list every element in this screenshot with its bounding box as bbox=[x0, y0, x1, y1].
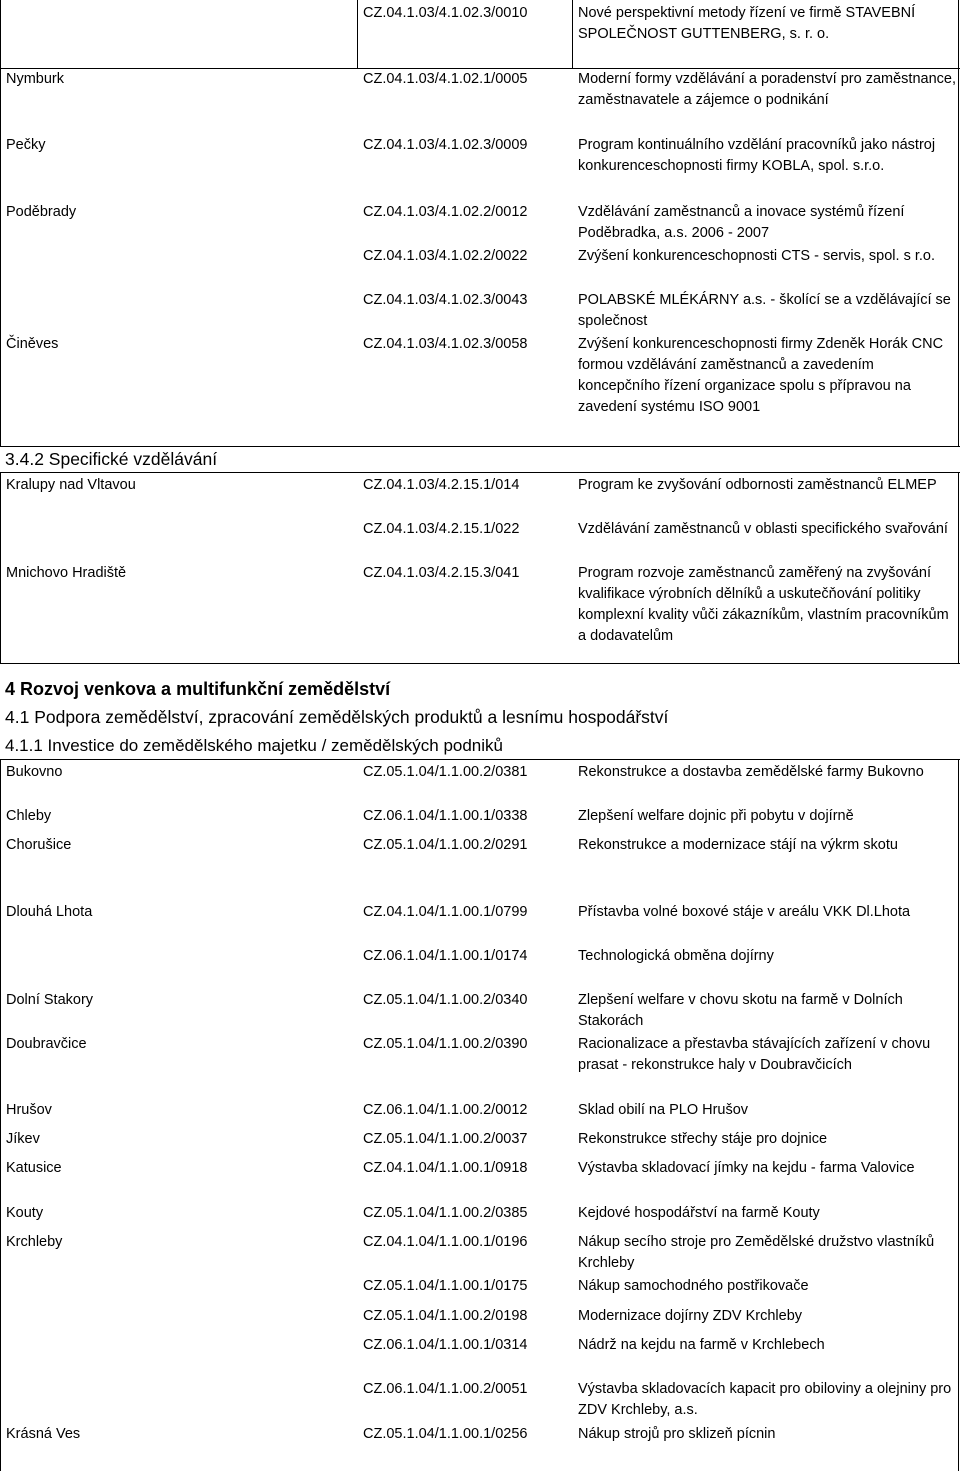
title-cell: Zlepšení welfare v chovu skotu na farmě v Dolních Stakorách bbox=[578, 992, 903, 1029]
code-cell: CZ.04.1.03/4.2.15.1/014 bbox=[363, 477, 520, 493]
code-cell: CZ.04.1.03/4.1.02.3/0058 bbox=[363, 336, 528, 352]
title-cell: Program rozvoje zaměstnanců zaměřený na zvyšování kvalifikace výrobních dělníků a uskutečňování politiky komplexní kvality vůči zákazníkům, vlastním pracovníkům a dodavatelům bbox=[578, 565, 949, 644]
title-cell: Modernizace dojírny ZDV Krchleby bbox=[578, 1308, 803, 1324]
title-cell: Vzdělávání zaměstnanců v oblasti specifického svařování bbox=[578, 521, 948, 537]
place-cell: Poděbrady bbox=[6, 204, 77, 220]
section-heading-4-1: 4.1 Podpora zemědělství, zpracování zemědělských produktů a lesnímu hospodářství bbox=[5, 707, 669, 727]
place-cell: Činěves bbox=[6, 336, 59, 352]
title-cell: Výstavba skladovací jímky na kejdu - farma Valovice bbox=[578, 1160, 915, 1176]
code-cell: CZ.04.1.03/4.2.15.1/022 bbox=[363, 521, 520, 537]
title-cell: Nákup strojů pro sklizeň pícnin bbox=[578, 1426, 776, 1442]
place-cell: Katusice bbox=[6, 1160, 62, 1176]
place-cell: Pečky bbox=[6, 137, 46, 153]
table-training-programs bbox=[0, 0, 960, 447]
title-cell: Sklad obilí na PLO Hrušov bbox=[578, 1102, 749, 1118]
title-cell: Nákup samochodného postřikovače bbox=[578, 1278, 809, 1294]
code-cell: CZ.04.1.03/4.1.02.3/0010 bbox=[363, 5, 528, 21]
place-cell: Bukovno bbox=[6, 764, 63, 780]
code-cell: CZ.05.1.04/1.1.00.2/0390 bbox=[363, 1036, 528, 1052]
code-cell: CZ.05.1.04/1.1.00.2/0381 bbox=[363, 764, 528, 780]
title-cell: Nové perspektivní metody řízení ve firmě STAVEBNÍ SPOLEČNOST GUTTENBERG, s. r. o. bbox=[578, 5, 916, 42]
place-cell: Doubravčice bbox=[6, 1036, 87, 1052]
code-cell: CZ.04.1.03/4.1.02.2/0012 bbox=[363, 204, 528, 220]
title-cell: Nákup secího stroje pro Zemědělské družstvo vlastníků Krchleby bbox=[578, 1234, 935, 1271]
title-cell: Výstavba skladovacích kapacit pro obiloviny a olejniny pro ZDV Krchleby, a.s. bbox=[578, 1381, 952, 1418]
title-cell: Kejdové hospodářství na farmě Kouty bbox=[578, 1205, 820, 1221]
table-agricultural-investments bbox=[0, 759, 960, 1471]
code-cell: CZ.04.1.03/4.1.02.1/0005 bbox=[363, 71, 528, 87]
code-cell: CZ.05.1.04/1.1.00.2/0291 bbox=[363, 837, 528, 853]
section-heading-4: 4 Rozvoj venkova a multifunkční zemědělství bbox=[5, 679, 391, 699]
place-cell: Jíkev bbox=[6, 1131, 40, 1147]
title-cell: Přístavba volné boxové stáje v areálu VKK Dl.Lhota bbox=[578, 904, 911, 920]
title-cell: Nádrž na kejdu na farmě v Krchlebech bbox=[578, 1337, 825, 1353]
code-cell: CZ.06.1.04/1.1.00.1/0314 bbox=[363, 1337, 528, 1353]
place-cell: Hrušov bbox=[6, 1102, 52, 1118]
place-cell: Chleby bbox=[6, 808, 52, 824]
code-cell: CZ.06.1.04/1.1.00.2/0051 bbox=[363, 1381, 528, 1397]
code-cell: CZ.05.1.04/1.1.00.1/0175 bbox=[363, 1278, 528, 1294]
place-cell: Krchleby bbox=[6, 1234, 63, 1250]
place-cell: Kouty bbox=[6, 1205, 44, 1221]
code-cell: CZ.04.1.03/4.1.02.2/0022 bbox=[363, 248, 528, 264]
code-cell: CZ.05.1.04/1.1.00.1/0256 bbox=[363, 1426, 528, 1442]
title-cell: Rekonstrukce střechy stáje pro dojnice bbox=[578, 1131, 828, 1147]
code-cell: CZ.06.1.04/1.1.00.1/0338 bbox=[363, 808, 528, 824]
title-cell: POLABSKÉ MLÉKÁRNY a.s. - školící se a vzdělávající se společnost bbox=[578, 292, 951, 329]
place-cell: Nymburk bbox=[6, 71, 65, 87]
code-cell: CZ.04.1.04/1.1.00.1/0918 bbox=[363, 1160, 528, 1176]
title-cell: Rekonstrukce a dostavba zemědělské farmy Bukovno bbox=[578, 764, 924, 780]
title-cell: Rekonstrukce a modernizace stájí na výkrm skotu bbox=[578, 837, 898, 853]
table-specific-training bbox=[0, 472, 960, 664]
place-cell: Chorušice bbox=[6, 837, 72, 853]
section-heading-3-4-2: 3.4.2 Specifické vzdělávání bbox=[5, 449, 218, 469]
place-cell: Krásná Ves bbox=[6, 1426, 81, 1442]
code-cell: CZ.05.1.04/1.1.00.2/0198 bbox=[363, 1308, 528, 1324]
title-cell: Zvýšení konkurenceschopnosti firmy Zdeněk Horák CNC formou vzdělávání zaměstnanců a zavedením koncepčního řízení organizace spolu s přípravou na zavedení systému ISO 9001 bbox=[578, 336, 944, 415]
code-cell: CZ.05.1.04/1.1.00.2/0385 bbox=[363, 1205, 528, 1221]
place-cell: Dolní Stakory bbox=[6, 992, 94, 1008]
title-cell: Technologická obměna dojírny bbox=[578, 948, 774, 964]
code-cell: CZ.04.1.04/1.1.00.1/0196 bbox=[363, 1234, 528, 1250]
title-cell: Moderní formy vzdělávání a poradenství pro zaměstnance, zaměstnavatele a zájemce o podnikání bbox=[578, 71, 956, 108]
code-cell: CZ.04.1.03/4.2.15.3/041 bbox=[363, 565, 520, 581]
place-cell: Dlouhá Lhota bbox=[6, 904, 93, 920]
title-cell: Racionalizace a přestavba stávajících zařízení v chovu prasat - rekonstrukce haly v Doubravčicích bbox=[578, 1036, 931, 1073]
place-cell: Kralupy nad Vltavou bbox=[6, 477, 136, 493]
title-cell: Vzdělávání zaměstnanců a inovace systémů řízení Poděbradka, a.s. 2006 - 2007 bbox=[578, 204, 905, 241]
title-cell: Program kontinuálního vzdělání pracovníků jako nástroj konkurenceschopnosti firmy KOBLA, spol. s.r.o. bbox=[578, 137, 936, 174]
code-cell: CZ.04.1.03/4.1.02.3/0043 bbox=[363, 292, 528, 308]
code-cell: CZ.05.1.04/1.1.00.2/0037 bbox=[363, 1131, 528, 1147]
code-cell: CZ.04.1.03/4.1.02.3/0009 bbox=[363, 137, 528, 153]
title-cell: Zvýšení konkurenceschopnosti CTS - servis, spol. s r.o. bbox=[578, 248, 935, 264]
title-cell: Program ke zvyšování odbornosti zaměstnanců ELMEP bbox=[578, 477, 937, 493]
code-cell: CZ.04.1.04/1.1.00.1/0799 bbox=[363, 904, 528, 920]
code-cell: CZ.06.1.04/1.1.00.2/0012 bbox=[363, 1102, 528, 1118]
section-heading-4-1-1: 4.1.1 Investice do zemědělského majetku / zemědělských podniků bbox=[5, 736, 503, 755]
place-cell: Mnichovo Hradiště bbox=[6, 565, 127, 581]
code-cell: CZ.05.1.04/1.1.00.2/0340 bbox=[363, 992, 528, 1008]
title-cell: Zlepšení welfare dojnic při pobytu v dojírně bbox=[578, 808, 854, 824]
code-cell: CZ.06.1.04/1.1.00.1/0174 bbox=[363, 948, 528, 964]
